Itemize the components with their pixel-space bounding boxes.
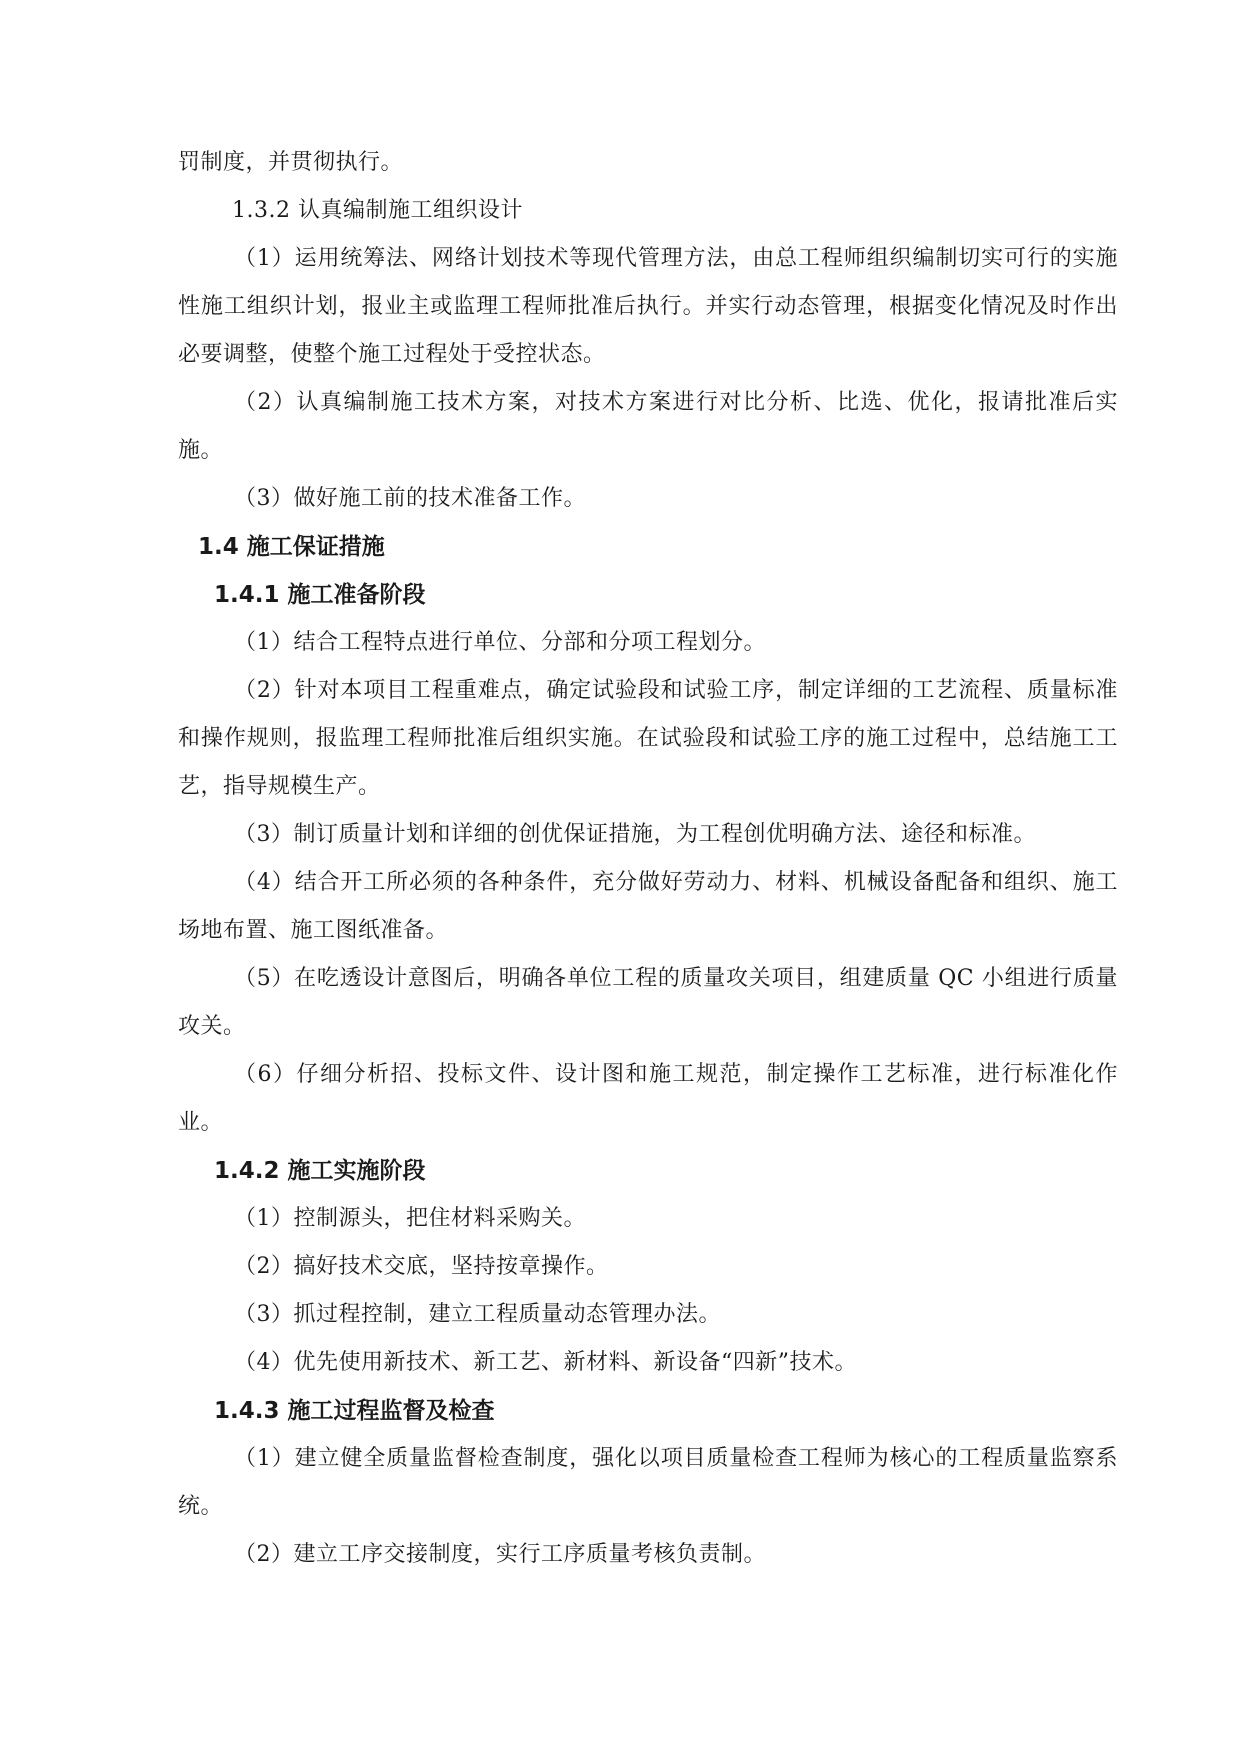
paragraph-1-4-1-item-2: （2）针对本项目工程重难点，确定试验段和试验工序，制定详细的工艺流程、质量标准和操作规则，报监理工程师批准后组织实施。在试验段和试验工序的施工过程中，总结施工工艺，指导规模生产。 — [178, 678, 1118, 799]
heading-1-3-2: 1.3.2 认真编制施工组织设计 — [232, 198, 523, 223]
paragraph-1-4-1-item-3: （3）制订质量计划和详细的创优保证措施，为工程创优明确方法、途径和标准。 — [234, 822, 1036, 847]
heading-1-4: 1.4 施工保证措施 — [198, 534, 385, 560]
paragraph-1-3-2-item-1: （1）运用统筹法、网络计划技术等现代管理方法，由总工程师组织编制切实可行的实施性施工组织计划，报业主或监理工程师批准后执行。并实行动态管理，根据变化情况及时作出必要调整，使整个施工过程处于受控状态。 — [178, 246, 1118, 367]
paragraph-1-4-2-item-4: （4）优先使用新技术、新工艺、新材料、新设备“四新”技术。 — [234, 1350, 857, 1375]
paragraph-1-4-2-item-3: （3）抓过程控制，建立工程质量动态管理办法。 — [234, 1302, 721, 1327]
paragraph-1-4-2-item-1: （1）控制源头，把住材料采购关。 — [234, 1206, 586, 1231]
heading-1-4-2: 1.4.2 施工实施阶段 — [214, 1158, 426, 1184]
paragraph-1-3-2-item-3: （3）做好施工前的技术准备工作。 — [234, 486, 586, 511]
paragraph-1-4-3-item-1: （1）建立健全质量监督检查制度，强化以项目质量检查工程师为核心的工程质量监察系统。 — [178, 1446, 1118, 1519]
paragraph-1-4-1-item-6: （6）仔细分析招、投标文件、设计图和施工规范，制定操作工艺标准，进行标准化作业。 — [178, 1062, 1118, 1135]
paragraph-1-3-2-item-2: （2）认真编制施工技术方案，对技术方案进行对比分析、比选、优化，报请批准后实施。 — [178, 390, 1118, 463]
paragraph-continuation: 罚制度，并贯彻执行。 — [178, 150, 404, 175]
paragraph-1-4-3-item-2: （2）建立工序交接制度，实行工序质量考核负责制。 — [234, 1542, 766, 1567]
paragraph-1-4-1-item-4: （4）结合开工所必须的各种条件，充分做好劳动力、材料、机械设备配备和组织、施工场地布置、施工图纸准备。 — [178, 870, 1118, 943]
heading-1-4-1: 1.4.1 施工准备阶段 — [214, 582, 426, 608]
paragraph-1-4-2-item-2: （2）搞好技术交底，坚持按章操作。 — [234, 1254, 609, 1279]
paragraph-1-4-1-item-5: （5）在吃透设计意图后，明确各单位工程的质量攻关项目，组建质量 QC 小组进行质量攻关。 — [178, 966, 1118, 1039]
heading-1-4-3: 1.4.3 施工过程监督及检查 — [214, 1398, 495, 1424]
paragraph-1-4-1-item-1: （1）结合工程特点进行单位、分部和分项工程划分。 — [234, 630, 766, 655]
